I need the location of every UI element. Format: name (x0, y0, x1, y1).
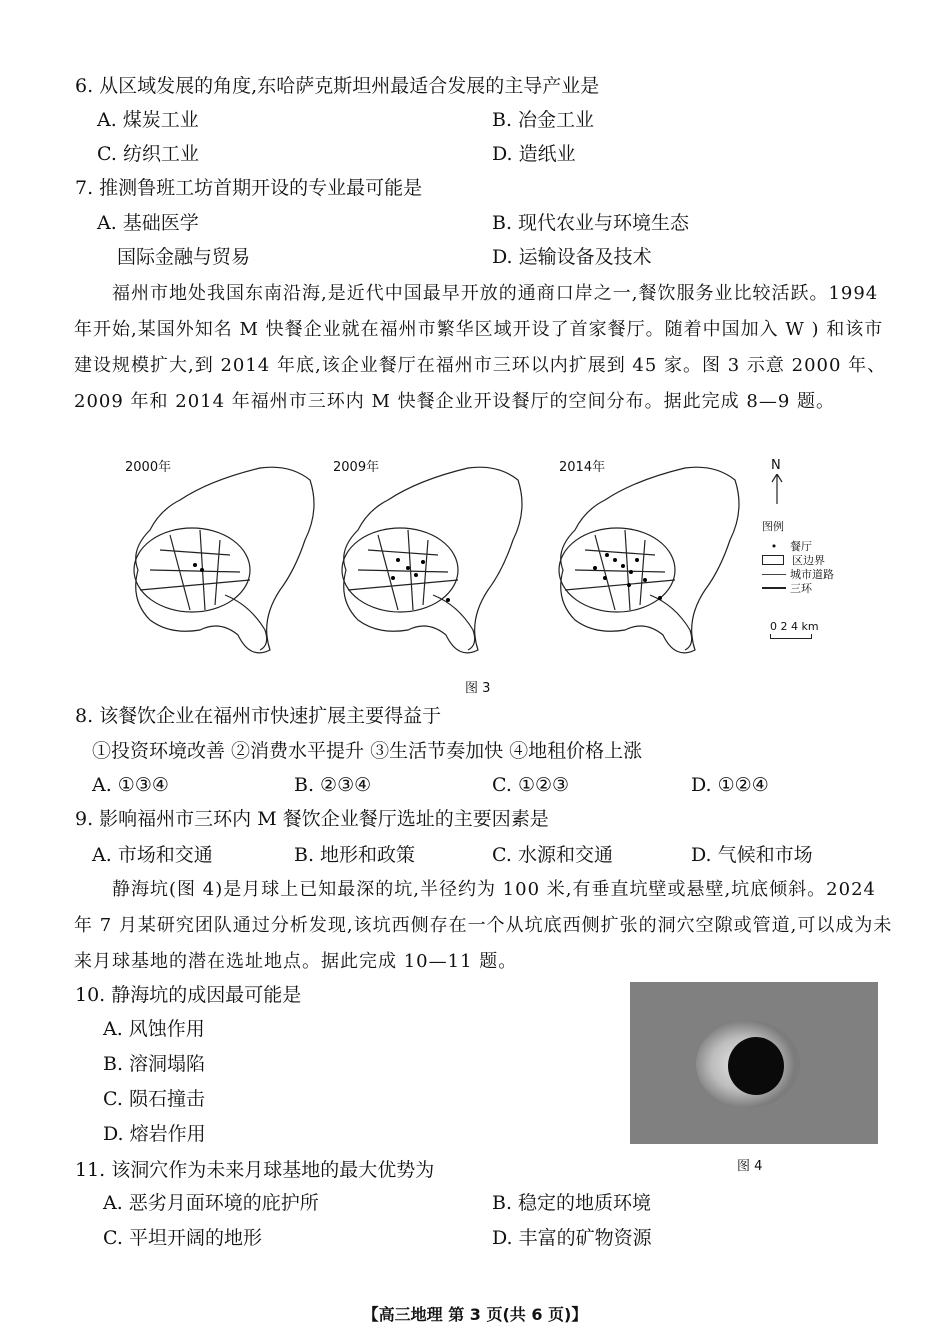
q10-option-b: B. 溶洞塌陷 (103, 1053, 206, 1075)
q8-option-c: C. ①②③ (492, 774, 570, 796)
q7-option-c: 国际金融与贸易 (117, 246, 251, 268)
passage-moon-pit: 静海坑(图 4)是月球上已知最深的坑,半径约为 100 米,有垂直坑壁或悬壁,坑底倾斜。2024 年 7 月某研究团队通过分析发现,该坑西侧存在一个从坑底西侧扩张的洞穴空隙或管道,可以成为未来月球基地的潜在选址地点。据此完成 10—11 题。 (74, 879, 893, 972)
page-footer: 【高三地理 第 3 页(共 6 页)】 (362, 1305, 588, 1324)
scale-bar (770, 634, 812, 639)
map-2014-label: 2014年 (559, 460, 606, 475)
q10-option-c: C. 陨石撞击 (103, 1088, 205, 1110)
scale-label: 0 2 4 km (770, 620, 819, 633)
q10-option-d: D. 熔岩作用 (103, 1123, 206, 1145)
map-2000-label: 2000年 (125, 460, 172, 475)
q7-stem: 7. 推测鲁班工坊首期开设的专业最可能是 (75, 177, 423, 199)
map-legend: 图例 • 餐厅 区边界 城市道路 三环 (762, 520, 834, 595)
q9-option-a: A. 市场和交通 (92, 844, 213, 866)
q9-option-b: B. 地形和政策 (294, 844, 416, 866)
q6-option-d: D. 造纸业 (492, 143, 576, 165)
q6-option-b: B. 冶金工业 (492, 109, 595, 131)
map-2000 (120, 460, 330, 670)
q8-option-a: A. ①③④ (92, 774, 169, 796)
q11-option-c: C. 平坦开阔的地形 (103, 1227, 262, 1249)
q10-option-a: A. 风蚀作用 (103, 1018, 205, 1040)
figure3-caption: 图 3 (465, 681, 491, 696)
q7-option-b: B. 现代农业与环境生态 (492, 212, 690, 234)
q6-option-a: A. 煤炭工业 (97, 109, 199, 131)
legend-restaurant: 餐厅 (790, 540, 812, 553)
map-scale (770, 620, 819, 639)
q8-items: ①投资环境改善 ②消费水平提升 ③生活节奏加快 ④地租价格上涨 (92, 740, 643, 762)
q6-option-c: C. 纺织工业 (97, 143, 199, 165)
legend-title: 图例 (762, 520, 784, 533)
map-2009 (328, 460, 538, 670)
q8-stem: 8. 该餐饮企业在福州市快速扩展主要得益于 (75, 705, 442, 727)
legend-district-boundary: 区边界 (792, 554, 825, 567)
moon-pit-photo (630, 982, 878, 1144)
q11-option-b: B. 稳定的地质环境 (492, 1192, 652, 1214)
north-label: N (771, 458, 781, 473)
q7-option-a: A. 基础医学 (97, 212, 199, 234)
legend-city-road: 城市道路 (790, 568, 834, 581)
legend-third-ring: 三环 (790, 582, 812, 595)
map-2014 (545, 460, 755, 670)
q11-option-d: D. 丰富的矿物资源 (492, 1227, 652, 1249)
passage-fuzhou: 福州市地处我国东南沿海,是近代中国最早开放的通商口岸之一,餐饮服务业比较活跃。1994 年开始,某国外知名 M 快餐企业就在福州市繁华区域开设了首家餐厅。随着中国加入 W ) 和该市建设规模扩大,到 2014 年底,该企业餐厅在福州市三环以内扩展到 45 家。图 3 示意 2000 年、2009 年和 2014 年福州市三环内 M 快餐企业开设餐厅的空间分布。据此完成 8—9 题。 (74, 283, 887, 412)
q9-option-c: C. 水源和交通 (492, 844, 613, 866)
moon-pit-image (630, 982, 878, 1144)
q9-option-d: D. 气候和市场 (691, 844, 813, 866)
map-2009-label: 2009年 (333, 460, 380, 475)
q10-stem: 10. 静海坑的成因最可能是 (75, 984, 302, 1006)
figure4-caption: 图 4 (737, 1159, 763, 1174)
q9-stem: 9. 影响福州市三环内 M 餐饮企业餐厅选址的主要因素是 (75, 808, 549, 830)
q6-stem: 6. 从区域发展的角度,东哈萨克斯坦州最适合发展的主导产业是 (75, 75, 600, 97)
q11-option-a: A. 恶劣月面环境的庇护所 (103, 1192, 319, 1214)
q7-option-d: D. 运输设备及技术 (492, 246, 652, 268)
q8-option-b: B. ②③④ (294, 774, 372, 796)
q8-option-d: D. ①②④ (691, 774, 769, 796)
q11-stem: 11. 该洞穴作为未来月球基地的最大优势为 (75, 1159, 435, 1181)
north-arrow-icon (771, 474, 783, 504)
